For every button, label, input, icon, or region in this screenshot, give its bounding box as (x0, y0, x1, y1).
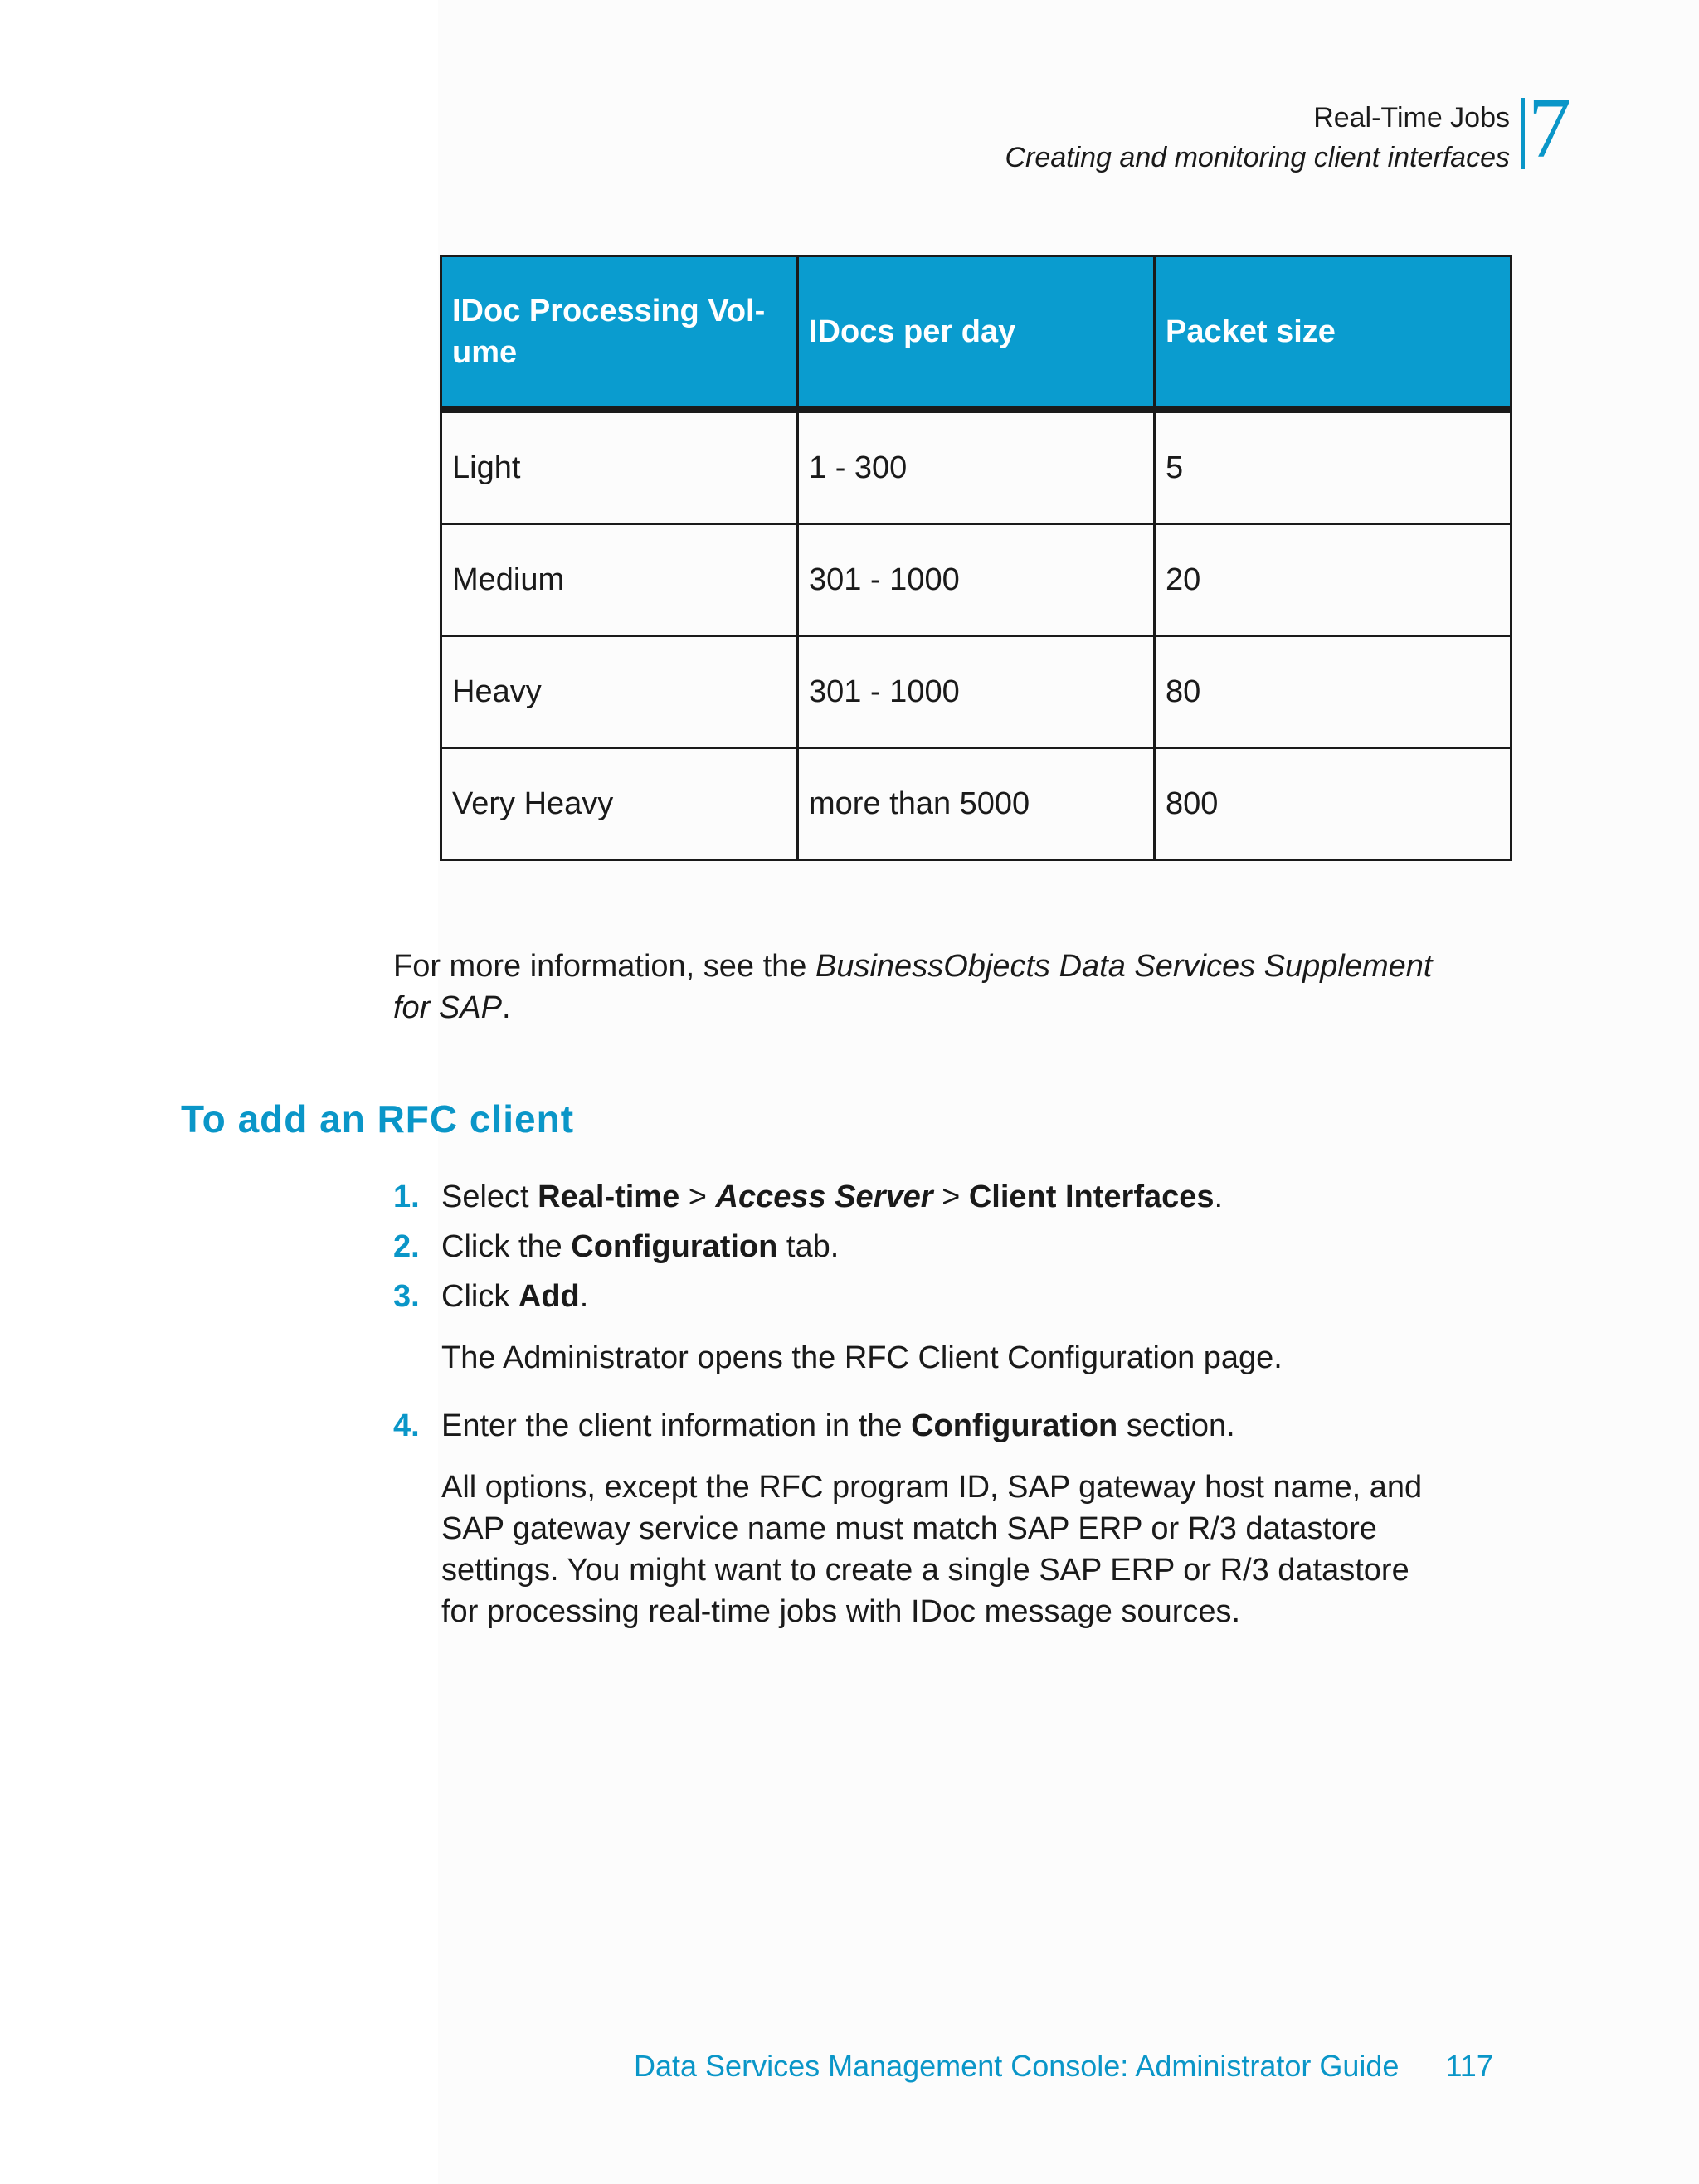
section-heading: To add an RFC client (181, 1097, 575, 1141)
column-header-packet-size: Packet size (1155, 256, 1512, 411)
step-1: 1. Select Real-time > Access Server > Client Interfaces. (393, 1176, 1223, 1218)
note-line: All options, except the RFC program ID, SAP gateway host name, and (441, 1470, 1423, 1505)
section-title: Creating and monitoring client interfaces (1005, 142, 1510, 173)
idoc-volume-table (440, 255, 1512, 861)
table-row (441, 636, 1512, 748)
table-cell: Light (441, 410, 798, 524)
table-cell: 301 - 1000 (798, 524, 1155, 636)
step-number: 4. (393, 1408, 420, 1443)
table-row (441, 410, 1512, 524)
step-number: 3. (393, 1279, 420, 1314)
menu-real-time: Real-time (538, 1180, 680, 1214)
configuration-section-label: Configuration (911, 1408, 1118, 1443)
menu-client-interfaces: Client Interfaces (968, 1180, 1215, 1214)
column-header-volume (441, 256, 798, 411)
note-line: SAP gateway service name must match SAP ERP or R/3 datastore (441, 1511, 1377, 1546)
guide-title: Data Services Management Console: Administrator Guide (634, 2049, 1400, 2083)
table-cell: Heavy (441, 636, 798, 748)
step-number: 2. (393, 1229, 420, 1264)
table-cell: 1 - 300 (798, 410, 1155, 524)
step-4: 4. Enter the client information in the Configuration section. (393, 1405, 1235, 1447)
table-cell: 20 (1155, 524, 1512, 636)
table-cell: 80 (1155, 636, 1512, 748)
table-cell: 800 (1155, 748, 1512, 860)
step-2: 2. Click the Configuration tab. (393, 1226, 839, 1267)
book-title-line1: BusinessObjects Data Services Supplement (815, 949, 1433, 984)
info-paragraph (393, 946, 1432, 1029)
table-cell: more than 5000 (798, 748, 1155, 860)
page-number: 117 (1445, 2049, 1493, 2083)
chapter-divider (1521, 98, 1525, 169)
menu-access-server: Access Server (715, 1180, 933, 1214)
chapter-number: 7 (1528, 80, 1571, 176)
table-row (441, 524, 1512, 636)
page-footer (634, 2049, 1493, 2084)
column-header-volume-line2: ume (452, 335, 518, 370)
table-cell: 5 (1155, 410, 1512, 524)
running-header (1005, 98, 1510, 178)
step-3: 3. Click Add. (393, 1276, 588, 1317)
table-cell: Very Heavy (441, 748, 798, 860)
note-line: for processing real-time jobs with IDoc message sources. (441, 1594, 1241, 1629)
note-line: settings. You might want to create a single SAP ERP or R/3 datastore (441, 1553, 1409, 1588)
info-line-1: For more information, see the BusinessObjects Data Services Supplement (393, 949, 1433, 984)
step-3-note: The Administrator opens the RFC Client Configuration page. (441, 1340, 1283, 1375)
table-row (441, 748, 1512, 860)
chapter-title: Real-Time Jobs (1313, 102, 1510, 134)
book-title-line2: for SAP (393, 990, 502, 1025)
info-line-2: for SAP. (393, 990, 511, 1025)
step-4-note (441, 1467, 1422, 1632)
column-header-volume-line1: IDoc Processing Vol- (452, 294, 766, 328)
table-cell: 301 - 1000 (798, 636, 1155, 748)
table-cell: Medium (441, 524, 798, 636)
step-number: 1. (393, 1180, 420, 1214)
configuration-tab-label: Configuration (571, 1229, 778, 1264)
table-header-row (441, 256, 1512, 411)
column-header-idocs-per-day: IDocs per day (798, 256, 1155, 411)
add-label: Add (518, 1279, 580, 1314)
